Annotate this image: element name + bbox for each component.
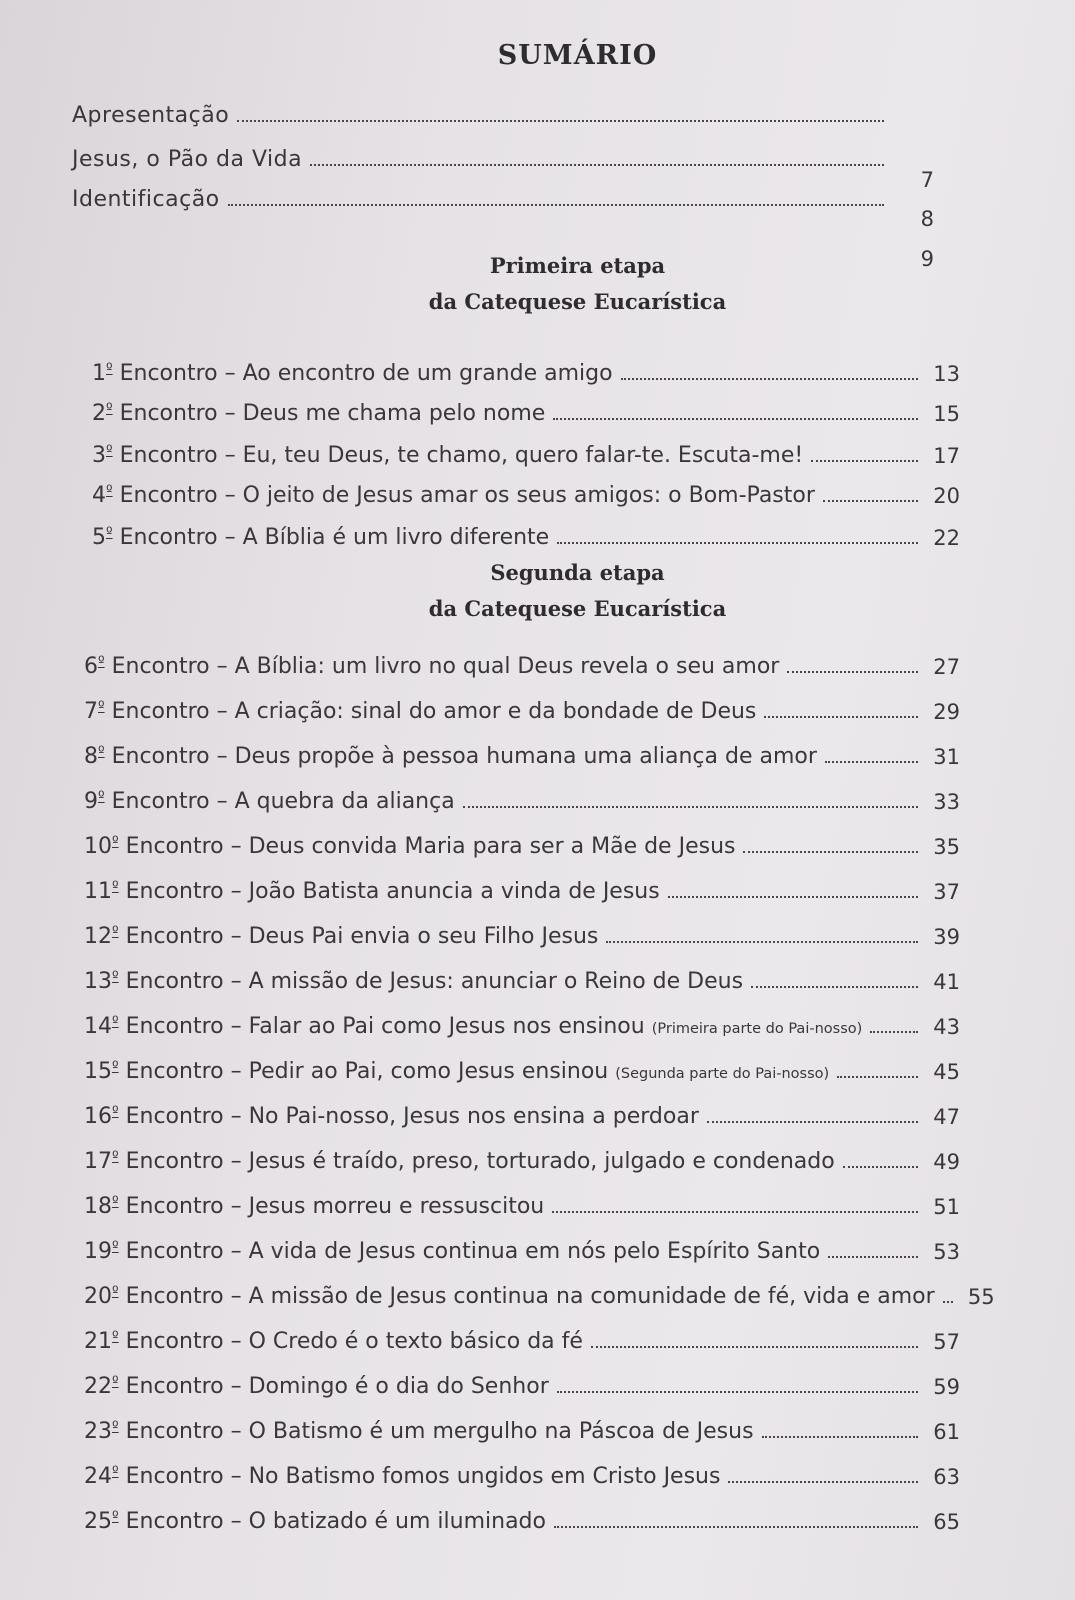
encounter-number: 24 — [84, 1464, 112, 1489]
encounter-title: Encontro – Deus propõe à pessoa humana uma aliança de amor — [111, 744, 817, 769]
leader-dots — [943, 1301, 953, 1303]
toc-page-number: 55 — [967, 1285, 995, 1309]
toc-entry[interactable] — [84, 825, 960, 859]
toc-entry-label — [92, 525, 549, 550]
toc-page-number: 61 — [933, 1420, 960, 1444]
section-heading-stage-1 — [0, 248, 1075, 320]
toc-entry-label — [84, 834, 735, 859]
leader-dots — [606, 941, 918, 943]
toc-entry[interactable] — [92, 352, 960, 386]
toc-page-number: 43 — [933, 1015, 960, 1039]
toc-page-number: 17 — [933, 444, 960, 468]
toc-entry-identification[interactable] — [72, 178, 892, 212]
toc-entry-label — [84, 924, 598, 949]
toc-entry-label — [84, 1464, 720, 1489]
toc-entry[interactable] — [84, 1410, 960, 1444]
toc-entry[interactable] — [84, 1185, 960, 1219]
toc-entry-label — [84, 1374, 549, 1399]
encounter-title: Encontro – Deus convida Maria para ser a Mãe de Jesus — [125, 834, 736, 859]
toc-entry-presentation[interactable] — [72, 94, 892, 128]
encounter-number: 5 — [92, 525, 106, 550]
section-heading-line: da Catequese Eucarística — [428, 289, 727, 314]
ordinal-indicator: º — [112, 834, 119, 850]
leader-dots — [668, 896, 918, 898]
leader-dots — [870, 1031, 918, 1033]
toc-entry-label — [84, 1059, 829, 1084]
toc-page-number: 45 — [933, 1060, 960, 1084]
leader-dots — [228, 204, 884, 206]
toc-page-number: 8 — [920, 207, 934, 231]
toc-entry[interactable] — [84, 1050, 960, 1084]
toc-entry-label — [84, 1149, 835, 1174]
encounter-title: Encontro – No Batismo fomos ungidos em Cristo Jesus — [125, 1464, 721, 1489]
encounter-title: Encontro – O jeito de Jesus amar os seus amigos: o Bom-Pastor — [119, 483, 815, 508]
toc-page-number: 33 — [933, 790, 960, 814]
ordinal-indicator: º — [112, 1149, 119, 1165]
encounter-number: 7 — [84, 699, 98, 724]
ordinal-indicator: º — [112, 969, 119, 985]
encounter-number: 21 — [84, 1329, 112, 1354]
toc-page-number: 47 — [933, 1105, 960, 1129]
toc-entry[interactable] — [92, 474, 960, 508]
leader-dots — [762, 1436, 918, 1438]
toc-entry[interactable] — [84, 690, 960, 724]
toc-page-number: 15 — [933, 402, 960, 426]
ordinal-indicator: º — [106, 401, 113, 417]
toc-page-number: 63 — [933, 1465, 960, 1489]
toc-entry-label — [84, 1104, 699, 1129]
toc-page-number: 37 — [933, 880, 960, 904]
encounter-title: Encontro – João Batista anuncia a vinda de Jesus — [125, 879, 660, 904]
toc-page-number: 13 — [933, 362, 960, 386]
leader-dots — [743, 851, 918, 853]
ordinal-indicator: º — [98, 744, 105, 760]
encounter-number: 8 — [84, 744, 98, 769]
section-heading-line: Primeira etapa — [489, 253, 666, 278]
toc-entry-label — [92, 443, 803, 468]
toc-page-number: 20 — [933, 484, 960, 508]
toc-entry[interactable] — [84, 645, 960, 679]
toc-page-number: 59 — [933, 1375, 960, 1399]
toc-page-number: 9 — [920, 247, 934, 271]
ordinal-indicator: º — [112, 1284, 119, 1300]
toc-entry-label — [84, 1284, 935, 1309]
toc-page-number: 22 — [933, 526, 960, 550]
ordinal-indicator: º — [106, 525, 113, 541]
encounter-title: Encontro – A missão de Jesus: anunciar o Reino de Deus — [125, 969, 744, 994]
encounter-title: Encontro – A quebra da aliança — [111, 789, 455, 814]
encounter-title: Encontro – Pedir ao Pai, como Jesus ensinou — [125, 1059, 609, 1084]
encounter-note: (Segunda parte do Pai-nosso) — [615, 1066, 830, 1082]
encounter-number: 19 — [84, 1239, 112, 1264]
encounter-number: 6 — [84, 654, 98, 679]
toc-entry[interactable] — [84, 1005, 960, 1039]
encounter-title: Encontro – O Batismo é um mergulho na Páscoa de Jesus — [125, 1419, 754, 1444]
section-heading-stage-2 — [0, 555, 1075, 627]
leader-dots — [237, 120, 884, 122]
ordinal-indicator: º — [106, 483, 113, 499]
encounter-number: 12 — [84, 924, 112, 949]
ordinal-indicator: º — [112, 924, 119, 940]
encounter-number: 13 — [84, 969, 112, 994]
toc-entry[interactable] — [84, 1095, 960, 1129]
encounter-title: Encontro – Deus me chama pelo nome — [119, 401, 546, 426]
toc-entry-label — [84, 1194, 544, 1219]
leader-dots — [825, 761, 918, 763]
encounter-number: 18 — [84, 1194, 112, 1219]
toc-page-number: 29 — [933, 700, 960, 724]
ordinal-indicator: º — [112, 1374, 119, 1390]
leader-dots — [828, 1256, 918, 1258]
ordinal-indicator: º — [98, 699, 105, 715]
encounter-title: Encontro – Jesus morreu e ressuscitou — [125, 1194, 545, 1219]
toc-page-number: 53 — [933, 1240, 960, 1264]
toc-entry-label — [84, 1419, 754, 1444]
encounter-title: Encontro – No Pai-nosso, Jesus nos ensina a perdoar — [125, 1104, 699, 1129]
ordinal-indicator: º — [112, 1239, 119, 1255]
toc-entry-label — [92, 401, 545, 426]
leader-dots — [557, 542, 918, 544]
encounter-number: 2 — [92, 401, 106, 426]
ordinal-indicator: º — [112, 1104, 119, 1120]
leader-dots — [553, 418, 918, 420]
toc-entry-label — [92, 483, 815, 508]
toc-entry[interactable] — [84, 960, 960, 994]
toc-entry-label: Identificação — [72, 187, 220, 212]
encounter-note: (Primeira parte do Pai-nosso) — [651, 1021, 863, 1037]
toc-page-number: 39 — [933, 925, 960, 949]
toc-entry-label — [84, 654, 779, 679]
toc-entry-label — [92, 361, 613, 386]
encounter-title: Encontro – Jesus é traído, preso, torturado, julgado e condenado — [125, 1149, 835, 1174]
toc-page-number: 35 — [933, 835, 960, 859]
toc-page-number: 65 — [933, 1510, 960, 1534]
ordinal-indicator: º — [112, 1419, 119, 1435]
toc-entry[interactable] — [92, 392, 960, 426]
toc-entry[interactable] — [84, 1140, 960, 1174]
ordinal-indicator: º — [112, 1194, 119, 1210]
ordinal-indicator: º — [112, 1059, 119, 1075]
ordinal-indicator: º — [112, 1509, 119, 1525]
toc-page-number: 51 — [933, 1195, 960, 1219]
toc-entry[interactable] — [84, 1275, 995, 1309]
encounter-title: Encontro – Eu, teu Deus, te chamo, quero falar-te. Escuta-me! — [119, 443, 804, 468]
leader-dots — [823, 500, 918, 502]
toc-entry[interactable] — [84, 915, 960, 949]
page-title: SUMÁRIO — [497, 40, 658, 71]
encounter-title: Encontro – A Bíblia: um livro no qual Deus revela o seu amor — [111, 654, 780, 679]
toc-entry[interactable] — [84, 1365, 960, 1399]
toc-entry[interactable] — [84, 735, 960, 769]
section-heading-line: Segunda etapa — [490, 560, 665, 585]
leader-dots — [751, 986, 918, 988]
encounter-number: 4 — [92, 483, 106, 508]
toc-entry[interactable] — [84, 1230, 960, 1264]
toc-entry[interactable] — [84, 1320, 960, 1354]
leader-dots — [728, 1481, 918, 1483]
toc-entry-label: Apresentação — [72, 103, 230, 128]
encounter-number: 23 — [84, 1419, 112, 1444]
encounter-number: 9 — [84, 789, 98, 814]
toc-entry[interactable] — [84, 870, 960, 904]
encounter-number: 16 — [84, 1104, 112, 1129]
leader-dots — [310, 164, 884, 166]
toc-entry-label — [84, 879, 660, 904]
toc-entry[interactable] — [92, 434, 960, 468]
toc-entry-label — [84, 1239, 820, 1264]
leader-dots — [837, 1076, 918, 1078]
toc-page-number: 27 — [933, 655, 960, 679]
ordinal-indicator: º — [112, 1014, 119, 1030]
toc-entry[interactable] — [84, 1455, 960, 1489]
toc-entry[interactable] — [92, 516, 960, 550]
ordinal-indicator: º — [106, 361, 113, 377]
encounter-number: 14 — [84, 1014, 112, 1039]
toc-entry[interactable] — [84, 1500, 960, 1534]
ordinal-indicator: º — [112, 1464, 119, 1480]
encounter-number: 1 — [92, 361, 106, 386]
leader-dots — [621, 378, 918, 380]
encounter-number: 17 — [84, 1149, 112, 1174]
toc-page-number: 7 — [920, 168, 934, 192]
toc-entry-bread-of-life[interactable] — [72, 138, 892, 172]
leader-dots — [707, 1121, 918, 1123]
encounter-title: Encontro – O batizado é um iluminado — [125, 1509, 546, 1534]
encounter-number: 25 — [84, 1509, 112, 1534]
leader-dots — [591, 1346, 918, 1348]
toc-entry[interactable] — [84, 780, 960, 814]
encounter-number: 20 — [84, 1284, 112, 1309]
encounter-number: 22 — [84, 1374, 112, 1399]
encounter-title: Encontro – A vida de Jesus continua em nós pelo Espírito Santo — [125, 1239, 821, 1264]
encounter-title: Encontro – A criação: sinal do amor e da bondade de Deus — [111, 699, 757, 724]
leader-dots — [557, 1391, 918, 1393]
encounter-title: Encontro – A missão de Jesus continua na comunidade de fé, vida e amor — [125, 1284, 935, 1309]
toc-page-number: 49 — [933, 1150, 960, 1174]
leader-dots — [811, 460, 918, 462]
toc-page-number: 57 — [933, 1330, 960, 1354]
encounter-title: Encontro – Falar ao Pai como Jesus nos ensinou — [125, 1014, 645, 1039]
leader-dots — [764, 716, 918, 718]
encounter-number: 3 — [92, 443, 106, 468]
leader-dots — [787, 671, 918, 673]
leader-dots — [552, 1211, 918, 1213]
ordinal-indicator: º — [98, 654, 105, 670]
toc-entry-label — [84, 969, 743, 994]
ordinal-indicator: º — [106, 443, 113, 459]
toc-entry-label — [84, 1509, 546, 1534]
leader-dots — [463, 806, 918, 808]
encounter-title: Encontro – Ao encontro de um grande amigo — [119, 361, 613, 386]
toc-entry-label — [84, 1329, 583, 1354]
ordinal-indicator: º — [98, 789, 105, 805]
leader-dots — [843, 1166, 918, 1168]
toc-entry-label — [84, 789, 455, 814]
encounter-number: 15 — [84, 1059, 112, 1084]
ordinal-indicator: º — [112, 1329, 119, 1345]
toc-entry-label: Jesus, o Pão da Vida — [72, 147, 303, 172]
encounter-title: Encontro – Deus Pai envia o seu Filho Jesus — [125, 924, 599, 949]
encounter-title: Encontro – Domingo é o dia do Senhor — [125, 1374, 549, 1399]
encounter-number: 11 — [84, 879, 112, 904]
toc-entry-label — [84, 744, 817, 769]
encounter-title: Encontro – A Bíblia é um livro diferente — [119, 525, 550, 550]
toc-entry-label — [84, 1014, 862, 1039]
encounter-number: 10 — [84, 834, 112, 859]
toc-entry-label — [84, 699, 756, 724]
toc-page-number: 31 — [933, 745, 960, 769]
leader-dots — [554, 1526, 918, 1528]
toc-page-number: 41 — [933, 970, 960, 994]
ordinal-indicator: º — [112, 879, 119, 895]
encounter-title: Encontro – O Credo é o texto básico da fé — [125, 1329, 583, 1354]
section-heading-line: da Catequese Eucarística — [428, 596, 727, 621]
